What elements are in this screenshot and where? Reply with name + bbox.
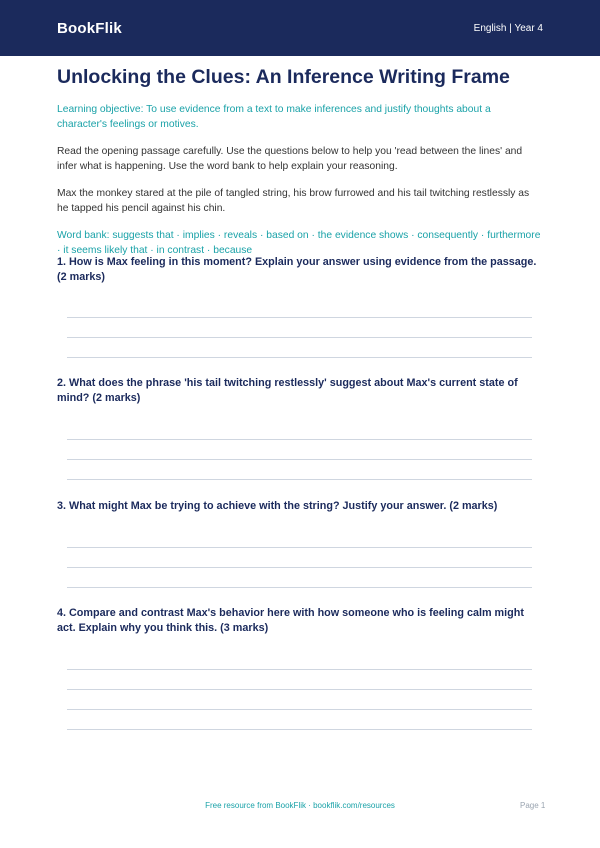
question-4: 4. Compare and contrast Max's behavior here with how someone who is feeling calm might act. Explain why you think this. (3 marks): [57, 607, 524, 634]
answer-line[interactable]: [67, 439, 532, 440]
brand-logo: BookFlik: [57, 19, 122, 37]
answer-line[interactable]: [67, 479, 532, 480]
answer-line[interactable]: [67, 337, 532, 338]
answer-line[interactable]: [67, 587, 532, 588]
answer-line[interactable]: [67, 709, 532, 710]
question-2: 2. What does the phrase 'his tail twitching restlessly' suggest about Max's current state of mind? (2 marks): [57, 377, 518, 404]
footer-credit-link[interactable]: Free resource from BookFlik · bookflik.com/resources: [205, 801, 395, 810]
answer-line[interactable]: [67, 669, 532, 670]
intro-section: [57, 64, 543, 258]
page-title: Unlocking the Clues: An Inference Writing Frame: [57, 66, 510, 88]
answer-line[interactable]: [67, 567, 532, 568]
passage-text: Max the monkey stared at the pile of tangled string, his brow furrowed and his tail twitching restlessly as he tapped his pencil against his chin.: [57, 188, 530, 214]
instructions-text: Read the opening passage carefully. Use the questions below to help you 'read between the lines' and infer what is happening. Use the word bank to help explain your reasoning.: [57, 146, 523, 172]
answer-line[interactable]: [67, 689, 532, 690]
page-number: Page 1: [520, 801, 546, 810]
word-bank: Word bank: suggests that · implies · reveals · based on · the evidence shows · consequently · furthermore · it seems likely that · in contrast · because: [57, 230, 541, 256]
answer-line[interactable]: [67, 357, 532, 358]
answer-line[interactable]: [67, 729, 532, 730]
answer-line[interactable]: [67, 317, 532, 318]
answer-line[interactable]: [67, 459, 532, 460]
header-bar: [0, 0, 600, 56]
answer-line[interactable]: [67, 547, 532, 548]
question-3: 3. What might Max be trying to achieve with the string? Justify your answer. (2 marks): [57, 500, 498, 512]
learning-objective: Learning objective: To use evidence from a text to make inferences and justify thoughts about a character's feelings or motives.: [57, 104, 491, 130]
question-1: 1. How is Max feeling in this moment? Explain your answer using evidence from the passage. (2 marks): [57, 256, 537, 283]
subject-year-label: English | Year 4: [473, 22, 543, 34]
